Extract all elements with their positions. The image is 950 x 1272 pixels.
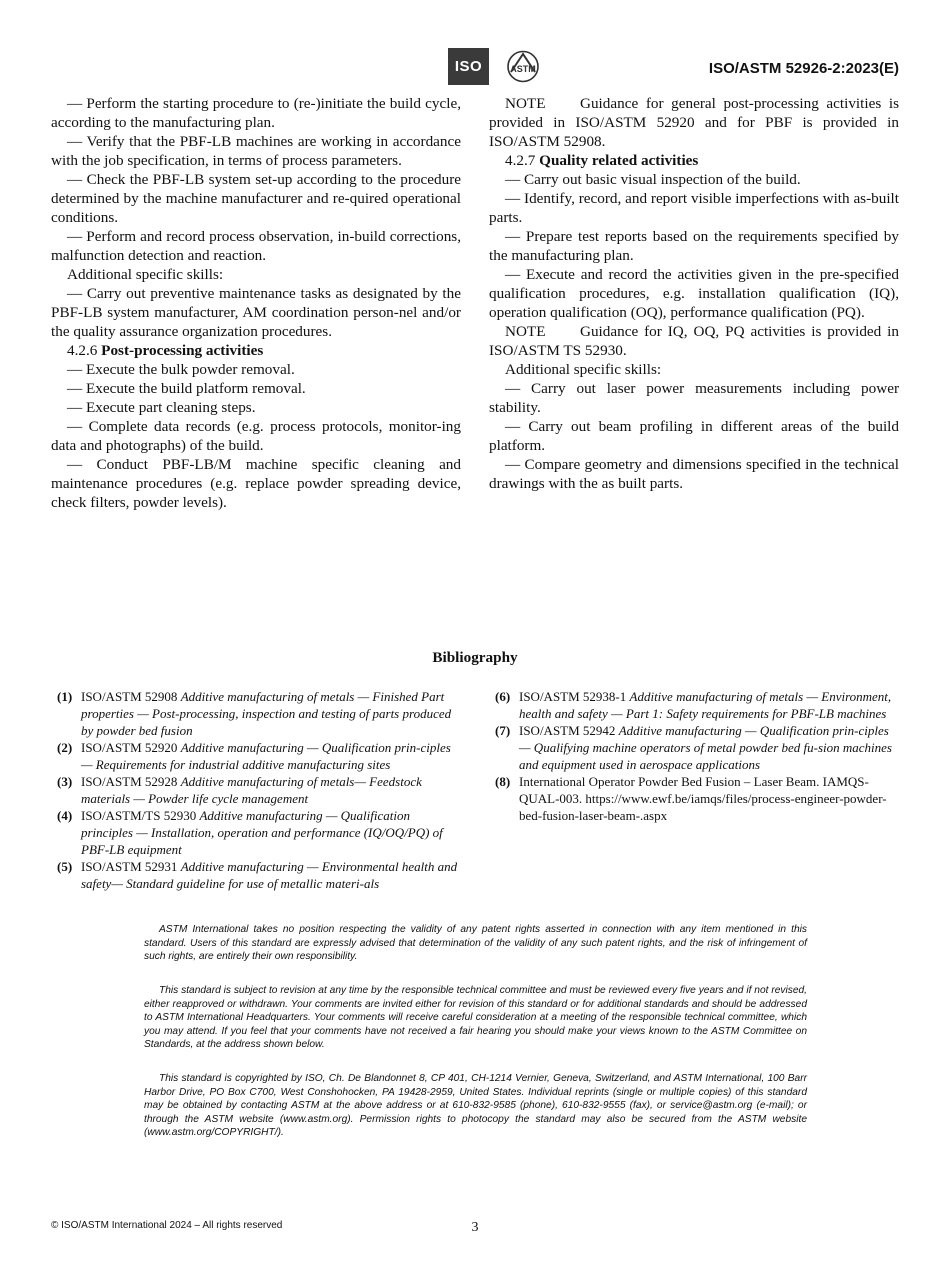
note-text: Guidance for IQ, OQ, PQ activities is provided in ISO/ASTM TS 52930. xyxy=(489,323,899,359)
paragraph: — Carry out laser power measurements including power stability. xyxy=(489,380,899,416)
bibliography-item: (1) ISO/ASTM 52908 Additive manufacturing of metals — Finished Part properties — Post-processing, inspection and testing of parts produced by powder bed fusion xyxy=(57,689,452,738)
document-id: ISO/ASTM 52926-2:2023(E) xyxy=(708,60,899,77)
astm-logo-text: ASTM xyxy=(510,64,536,74)
copyright-notice: This standard is copyrighted by ISO, Ch. De Blandonnet 8, CP 401, CH-1214 Vernier, Geneva, Switzerland, and ASTM International, 100 Barr Harbor Drive, PO Box C700, West Conshohocken, PA 19428-2959, United States. Individual reprints (single or multiple copies) of this standard may be obtained by contacting ASTM at the above address or at 610-832-9585 (phone), 610-832-9555 (fax), or service@astm.org (e-mail); or through the ASTM website (www.astm.org). Permission rights to photocopy the standard may also be secured from the ASTM website (www.astm.org/COPYRIGHT/). xyxy=(144,1073,807,1139)
paragraph: — Perform and record process observation, in-build corrections, malfunction detection and reaction. xyxy=(51,228,461,264)
bibliography-item: (7) ISO/ASTM 52942 Additive manufacturing — Qualification prin-ciples — Qualifying machine operators of metal powder bed fu-sion machines and equipment used in aerospace applications xyxy=(495,723,892,772)
note-text: Guidance for general post-processing activities is provided in ISO/ASTM 52920 and for PBF is provided in ISO/ASTM 52908. xyxy=(489,95,899,150)
paragraph: — Verify that the PBF-LB machines are working in accordance with the job specification, in terms of process parameters. xyxy=(51,133,461,169)
paragraph: — Carry out basic visual inspection of the build. xyxy=(505,171,801,188)
astm-logo xyxy=(502,48,544,85)
bibliography-item: (3) ISO/ASTM 52928 Additive manufacturing of metals— Feedstock materials — Powder life cycle management xyxy=(57,774,422,806)
paragraph: Additional specific skills: xyxy=(505,361,662,378)
note-paragraph xyxy=(489,322,899,360)
left-column xyxy=(51,94,461,512)
bibliography-left-column xyxy=(57,688,461,892)
paragraph: — Carry out beam profiling in different areas of the build platform. xyxy=(489,418,899,454)
clause-title: Quality related activities xyxy=(539,152,699,169)
footer-copyright: © ISO/ASTM International 2024 – All rights reserved xyxy=(51,1220,283,1231)
paragraph: — Complete data records (e.g. process protocols, monitor-ing data and photographs) of the build. xyxy=(51,418,461,454)
right-column xyxy=(489,94,899,493)
note-paragraph xyxy=(489,94,899,151)
clause-heading-4-2-6 xyxy=(51,341,461,360)
paragraph: — Execute the bulk powder removal. xyxy=(67,361,295,378)
bibliography-item: (6) ISO/ASTM 52938-1 Additive manufacturing of metals — Environment, health and safety — Part 1: Safety requirements for PBF-LB machines xyxy=(495,689,892,721)
paragraph: — Check the PBF-LB system set-up according to the procedure determined by the machine manufacturer and re-quired operational conditions. xyxy=(51,171,461,226)
clause-number: 4.2.7 xyxy=(505,152,536,169)
paragraph: — Prepare test reports based on the requirements specified by the manufacturing plan. xyxy=(489,228,899,264)
paragraph: — Identify, record, and report visible imperfections with as-built parts. xyxy=(489,190,899,226)
note-label: NOTE xyxy=(505,95,546,112)
paragraph: — Compare geometry and dimensions specified in the technical drawings with the as built parts. xyxy=(489,456,899,492)
note-label: NOTE xyxy=(505,323,546,340)
paragraph: — Perform the starting procedure to (re-)initiate the build cycle, according to the manufacturing plan. xyxy=(51,95,461,131)
paragraph: Additional specific skills: xyxy=(67,266,224,283)
bibliography-item: (2) ISO/ASTM 52920 Additive manufacturing — Qualification prin-ciples — Requirements for industrial additive manufacturing sites xyxy=(57,740,451,772)
clause-number: 4.2.6 xyxy=(67,342,98,359)
paragraph: — Carry out preventive maintenance tasks as designated by the PBF-LB system manufacturer, AM coordination person-nel and/or the quality assurance organization procedures. xyxy=(51,285,461,340)
paragraph: — Execute part cleaning steps. xyxy=(67,399,256,416)
patent-disclaimer: ASTM International takes no position respecting the validity of any patent rights asserted in connection with any item mentioned in this standard. Users of this standard are expressly advised that determination of the validity of any such patent rights, and the risk of infringement of such rights, are entirely their own responsibility. xyxy=(144,924,807,963)
iso-logo: ISO xyxy=(448,48,489,85)
paragraph: — Execute the build platform removal. xyxy=(67,380,306,397)
bibliography-right-column xyxy=(495,688,899,824)
bibliography-item: (4) ISO/ASTM/TS 52930 Additive manufacturing — Qualification principles — Installation, operation and performance (IQ/OQ/PQ) of PBF-LB equipment xyxy=(57,808,443,857)
bibliography-item: (8) International Operator Powder Bed Fusion – Laser Beam. IAMQS-QUAL-003. https://www.ewf.be/iamqs/files/process-engineer-powder-bed-fusion-laser-beam-.aspx xyxy=(495,774,887,823)
bibliography-item: (5) ISO/ASTM 52931 Additive manufacturing — Environmental health and safety— Standard guideline for use of metallic materi-als xyxy=(57,859,458,891)
clause-title: Post-processing activities xyxy=(101,342,264,359)
paragraph: — Execute and record the activities given in the pre-specified qualification procedures, e.g. installation qualification (IQ), operation qualification (OQ), performance qualification (PQ). xyxy=(489,266,899,321)
page-number: 3 xyxy=(471,1220,479,1235)
clause-heading-4-2-7 xyxy=(489,151,899,170)
revision-notice: This standard is subject to revision at any time by the responsible technical committee and must be reviewed every five years and if not revised, either reapproved or withdrawn. Your comments are invited either for revision of this standard or for additional standards and should be addressed to ASTM International Headquarters. Your comments will receive careful consideration at a meeting of the responsible technical committee, which you may attend. If you feel that your comments have not received a fair hearing you should make your views known to the ASTM Committee on Standards, at the address shown below. xyxy=(144,985,807,1051)
bibliography-title: Bibliography xyxy=(432,649,518,666)
paragraph: — Conduct PBF-LB/M machine specific cleaning and maintenance procedures (e.g. replace powder spreading device, check filters, powder levels). xyxy=(51,456,461,511)
